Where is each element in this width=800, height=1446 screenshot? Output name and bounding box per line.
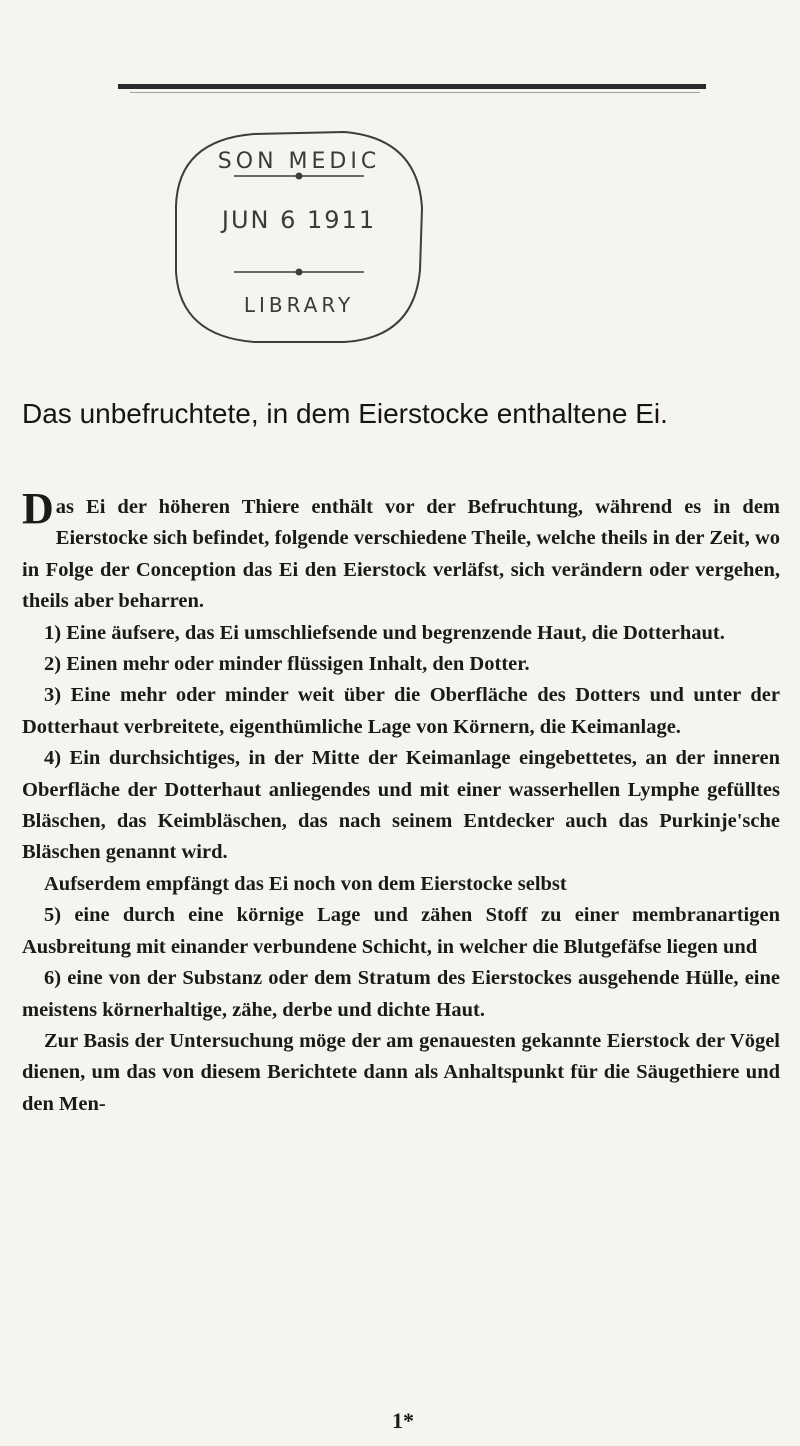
intro-paragraph: [22, 484, 780, 618]
list-item: 1) Eine äufsere, das Ei umschliefsende und begrenzende Haut, die Dotterhaut.: [44, 621, 725, 644]
list-item: 6) eine von der Substanz oder dem Stratum des Eierstockes ausgehende Hülle, eine meistens körnerhaltige, zähe, derbe und dichte Haut.: [22, 967, 780, 1021]
page-number: 1*: [392, 1408, 414, 1433]
list-item: 4) Ein durchsichtiges, in der Mitte der Keimanlage eingebettetes, an der inneren Oberfläche der Dotterhaut anliegendes und mit einer wasserhellen Lymphe gefülltes Bläschen, das Keimbläschen, das nach seinem Entdecker auch das Purkinje'sche Bläschen genannt wird.: [22, 747, 780, 864]
list-item: 5) eine durch eine körnige Lage und zähen Stoff zu einer membranartigen Ausbreitung mit einander verbundene Schicht, in welcher die Blutgefäfse liegen und: [22, 904, 780, 958]
body-text: [22, 484, 780, 1120]
stamp-top-text: SON MEDIC: [217, 149, 381, 174]
list-item: Zur Basis der Untersuchung möge der am genauesten gekannte Eierstock der Vögel dienen, um das von diesem Berichtete dann als Anhaltspunkt für die Säugethiere und den Men-: [22, 1029, 780, 1115]
stamp-date: JUN 6 1911: [221, 206, 377, 234]
library-stamp-graphic: [168, 120, 430, 352]
top-rule-thin: [130, 92, 700, 93]
library-stamp: [168, 120, 430, 352]
top-rule: [118, 84, 706, 89]
intro-text: as Ei der höheren Thiere enthält vor der Befruchtung, während es in dem Eierstocke sich befindet, folgende verschiedene Theile, welche theils in der Zeit, wo in Folge der Conception das Ei den Eierstock verläfst, sich verändern oder vergehen, theils aber beharren.: [22, 496, 780, 613]
list-item: Aufserdem empfängt das Ei noch von dem Eierstocke selbst: [44, 872, 567, 895]
stamp-bottom-text: LIBRARY: [243, 293, 355, 317]
list-item: 2) Einen mehr oder minder flüssigen Inhalt, den Dotter.: [44, 653, 530, 676]
page-title: Das unbefruchtete, in dem Eierstocke enthaltenе Ei.: [22, 398, 668, 429]
drop-cap: D: [22, 484, 54, 533]
list-item: 3) Eine mehr oder minder weit über die Oberfläche des Dotters und unter der Dotterhaut verbreitete, eigenthümliche Lage von Körnern, die Keimanlage.: [22, 684, 780, 738]
